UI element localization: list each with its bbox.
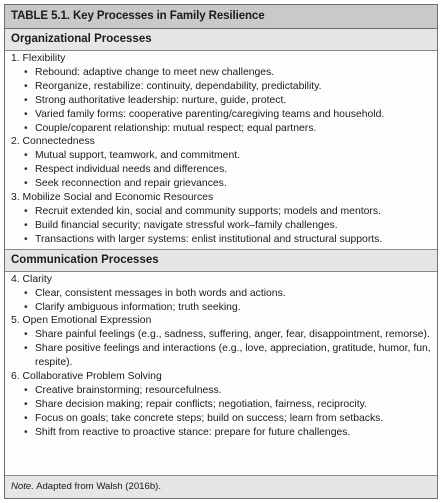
list-item: • Creative brainstorming; resourcefulness. [11,384,433,398]
list-item: • Share painful feelings (e.g., sadness, suffering, anger, fear, disappointment, remorse). [11,328,433,342]
category-mobilize-resources: 3. Mobilize Social and Economic Resources [11,192,214,204]
category-problem-solving: 6. Collaborative Problem Solving [11,371,162,383]
category-connectedness: 2. Connectedness [11,136,95,148]
list-item: • Transactions with larger systems: enlist institutional and structural supports. [11,233,433,247]
list-item: • Clear, consistent messages in both words and actions. [11,287,433,301]
list-item: • Clarify ambiguous information; truth seeking. [11,301,433,315]
list-item: • Rebound: adaptive change to meet new challenges. [11,66,433,80]
note-text: Adapted from Walsh (2016b). [33,481,162,492]
section-heading-organizational: Organizational Processes [5,29,437,51]
list-item: • Shift from reactive to proactive stance: prepare for future challenges. [11,426,433,440]
list-item: • Share decision making; repair conflicts; negotiation, fairness, reciprocity. [11,398,433,412]
list-item: • Varied family forms: cooperative parenting/caregiving teams and household. [11,108,433,122]
list-item: • Build financial security; navigate stressful work–family challenges. [11,219,433,233]
section-body-communication [5,272,437,442]
list-item: • Mutual support, teamwork, and commitment. [11,149,433,163]
table-note [5,475,437,498]
section-body-organizational [5,51,437,249]
list-item: • Respect individual needs and differences. [11,163,433,177]
note-label: Note. [11,481,34,492]
list-item: • Share positive feelings and interactions (e.g., love, appreciation, gratitude, humor, fun, respite). [11,342,433,370]
list-item: • Reorganize, restabilize: continuity, dependability, predictability. [11,80,433,94]
category-flexibility: 1. Flexibility [11,53,66,64]
list-item: • Recruit extended kin, social and community supports; models and mentors. [11,205,433,219]
category-emotional-expression: 5. Open Emotional Expression [11,315,152,327]
list-item: • Couple/coparent relationship: mutual respect; equal partners. [11,122,433,136]
category-clarity: 4. Clarity [11,273,52,285]
list-item: • Strong authoritative leadership: nurture, guide, protect. [11,94,433,108]
list-item: • Focus on goals; take concrete steps; build on success; learn from setbacks. [11,412,433,426]
list-item: • Seek reconnection and repair grievances. [11,177,433,191]
resilience-processes-table [4,4,438,499]
table-title: TABLE 5.1. Key Processes in Family Resilience [5,5,437,29]
section-heading-communication: Communication Processes [5,249,437,272]
